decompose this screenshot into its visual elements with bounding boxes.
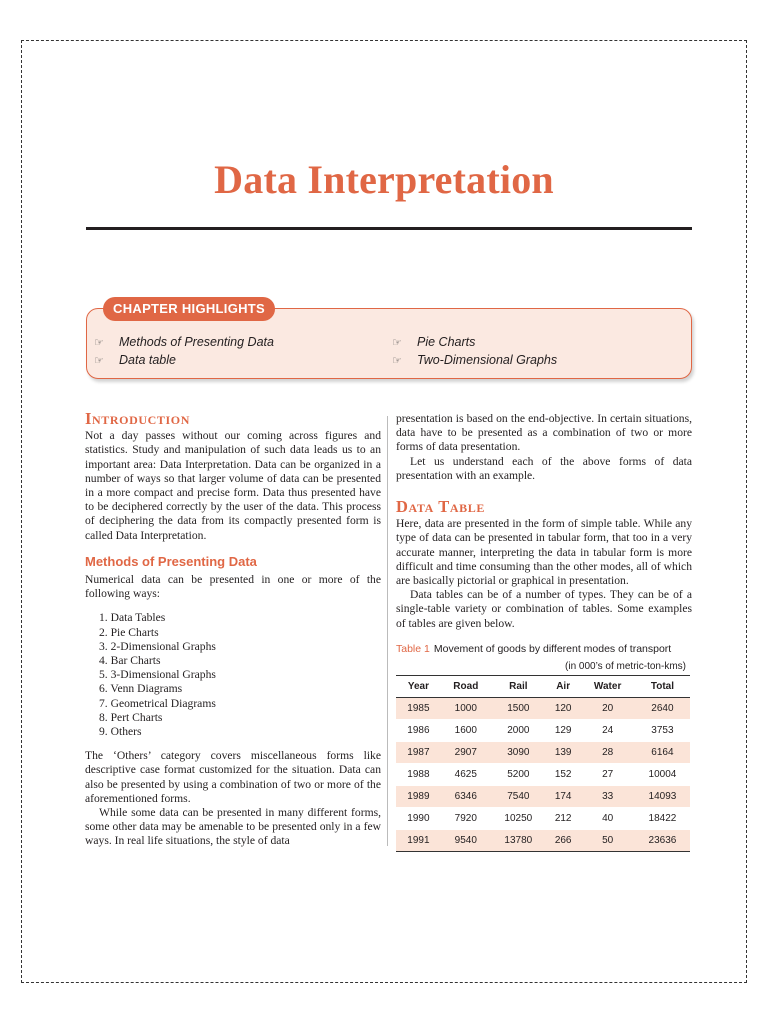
pointing-hand-icon: ☞ [392,337,402,349]
highlight-item [392,353,557,367]
data-table-types-paragraph: Data tables can be of a number of types. They can be of a single-table variety or combination of tables. Some examples of tables are given below. [396,588,692,630]
table-cell: 139 [546,742,581,764]
methods-lead: Numerical data can be presented in one or more of the following ways: [85,573,381,601]
title-rule [86,227,692,230]
table-cell: 5200 [491,764,546,786]
table-cell: 1988 [396,764,441,786]
highlight-item [392,335,475,349]
column-header: Road [441,676,491,698]
table-cell: 24 [580,720,634,742]
table-cell: 1990 [396,808,441,830]
table-cell: 9540 [441,830,491,852]
list-item: 4. Bar Charts [99,654,161,668]
table-cell: 40 [580,808,634,830]
introduction-heading: Introduction [85,409,190,428]
table-cell: 10004 [635,764,690,786]
introduction-paragraph: Not a day passes without our coming across figures and statistics. Study and manipulation of such data leads us to an important area: Data Interpretation. Data can be organized in a number of ways so that larger volume of data can be presented in a more compact and precise form. Data thus presented have to be deciphered correctly by the user of the data. This process of deciphering the data from its compactly presented form is called Data Interpretation. [85,429,381,542]
table-cell: 27 [580,764,634,786]
table-row [396,764,690,786]
table-cell: 18422 [635,808,690,830]
pointing-hand-icon: ☞ [94,355,104,367]
table-row [396,808,690,830]
table-row [396,830,690,852]
continued-paragraph: presentation is based on the end-objective. In certain situations, data have to be presented as a combination of two or more forms of data presentation. [396,412,692,454]
pointing-hand-icon: ☞ [94,337,104,349]
table-cell: 6346 [441,786,491,808]
table-cell: 4625 [441,764,491,786]
pointing-hand-icon: ☞ [392,355,402,367]
table-cell: 20 [580,698,634,720]
table-cell: 212 [546,808,581,830]
table-cell: 1987 [396,742,441,764]
column-header: Total [635,676,690,698]
column-divider [387,416,388,846]
style-paragraph: While some data can be presented in many different forms, some other data may be amenable to be presented only in a few ways. In real life situations, the style of data [85,806,381,848]
example-paragraph: Let us understand each of the above forms of data presentation with an example. [396,454,692,482]
table-cell: 152 [546,764,581,786]
table-cell: 266 [546,830,581,852]
table-row [396,742,690,764]
list-item: 1. Data Tables [99,611,166,625]
highlight-item [94,335,274,349]
column-header: Water [580,676,634,698]
table-cell: 1600 [441,720,491,742]
highlight-item-label: Methods of Presenting Data [119,335,274,349]
table-row [396,720,690,742]
list-item: 3. 2-Dimensional Graphs [99,639,216,653]
chapter-highlights-tag: CHAPTER HIGHLIGHTS [103,297,275,321]
table-cell: 7920 [441,808,491,830]
table-cell: 13780 [491,830,546,852]
table-caption-text: Movement of goods by different modes of transport [433,642,672,655]
table-unit: (in 000’s of metric-ton-kms) [565,661,686,673]
others-paragraph: The ‘Others’ category covers miscellaneous forms like descriptive case format customized for the situation. Data can also be presented by using a combination of two or more of the aforementioned forms. [85,749,381,805]
list-item: 7. Geometrical Diagrams [99,696,216,710]
table-cell: 3753 [635,720,690,742]
list-item: 2. Pie Charts [99,625,159,639]
methods-heading: Methods of Presenting Data [85,553,257,569]
data-table-paragraph: Here, data are presented in the form of simple table. While any type of data can be presented in tabular form, that too in a very accurate manner, interpreting the data in tabular form is more difficult and time consuming than the other modes, all of which are basically pictorial or graphical in presentation. [396,517,692,588]
table-cell: 1000 [441,698,491,720]
chapter-title: Data Interpretation [214,157,554,202]
table-cell: 1989 [396,786,441,808]
column-header: Rail [491,676,546,698]
table-cell: 1985 [396,698,441,720]
table-cell: 23636 [635,830,690,852]
table-cell: 6164 [635,742,690,764]
table-caption [396,642,692,656]
methods-list [85,611,381,739]
table-row [396,698,690,720]
left-column [85,409,381,849]
list-item: 6. Venn Diagrams [99,682,183,696]
list-item: 8. Pert Charts [99,710,163,724]
table-cell: 174 [546,786,581,808]
list-item: 9. Others [99,725,142,739]
highlight-item-label: Data table [119,353,176,367]
table-cell: 50 [580,830,634,852]
table-cell: 7540 [491,786,546,808]
table-cell: 2907 [441,742,491,764]
table-row [396,786,690,808]
highlight-item [94,353,176,367]
table-cell: 3090 [491,742,546,764]
table-cell: 1986 [396,720,441,742]
column-header: Year [396,676,441,698]
highlight-item-label: Pie Charts [417,335,476,349]
data-table-heading: Data Table [396,497,485,517]
table-cell: 1991 [396,830,441,852]
right-column [396,412,692,852]
table-cell: 2000 [491,720,546,742]
table-cell: 33 [580,786,634,808]
table-cell: 1500 [491,698,546,720]
highlight-item-label: Two-Dimensional Graphs [417,353,558,367]
column-header: Air [546,676,581,698]
table-cell: 120 [546,698,581,720]
table-cell: 10250 [491,808,546,830]
table-cell: 28 [580,742,634,764]
table-header-row [396,676,690,698]
table-label: Table 1 [396,642,430,655]
transport-table [396,675,690,852]
table-cell: 2640 [635,698,690,720]
table-cell: 14093 [635,786,690,808]
table-cell: 129 [546,720,581,742]
list-item: 5. 3-Dimensional Graphs [99,668,216,682]
